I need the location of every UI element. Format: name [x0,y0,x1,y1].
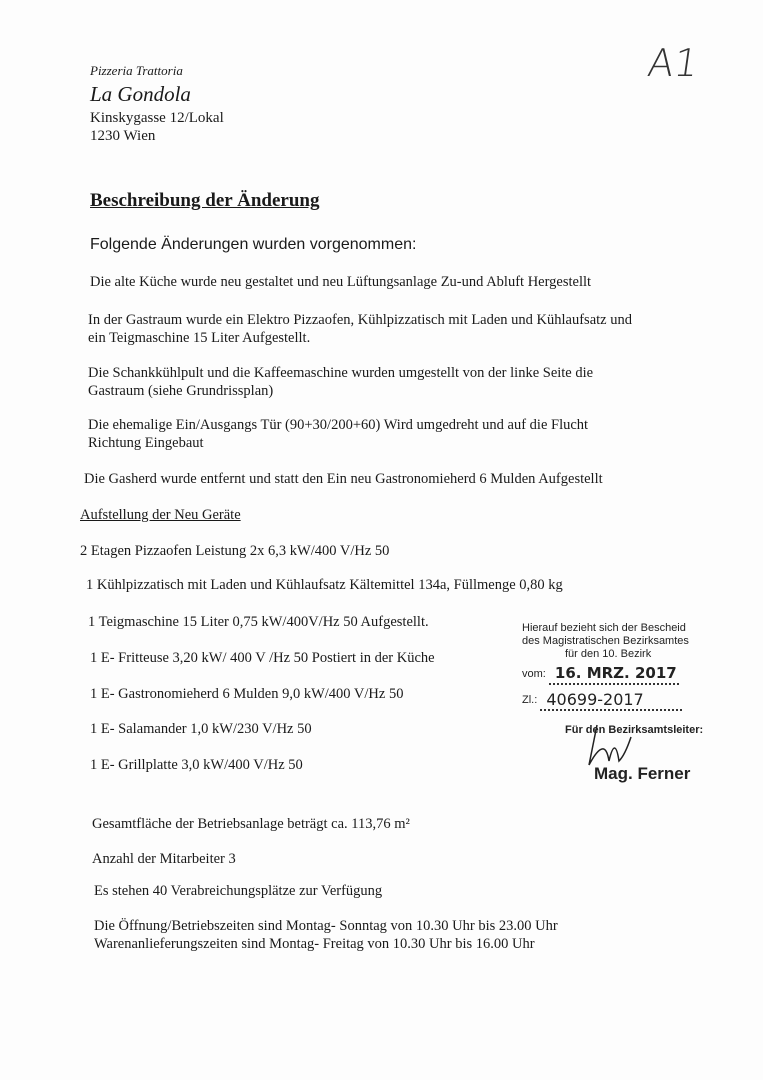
change-line: In der Gastraum wurde ein Elektro Pizzaofen, Kühlpizzatisch mit Laden und Kühlaufsatz und [88,312,632,328]
device-item: 1 E- Gastronomieherd 6 Mulden 9,0 kW/400 V/Hz 50 [90,686,404,702]
fact-line: Gesamtfläche der Betriebsanlage beträgt ca. 113,76 m² [92,816,410,832]
change-line: Die Gasherd wurde entfernt und statt den Ein neu Gastronomieherd 6 Mulden Aufgestellt [84,471,603,487]
fact-line: Warenanlieferungszeiten sind Montag- Freitag von 10.30 Uhr bis 16.00 Uhr [94,936,535,952]
document-title: Beschreibung der Änderung [90,190,320,211]
intro-text: Folgende Änderungen wurden vorgenommen: [90,236,417,253]
letterhead-city: 1230 Wien [90,128,156,144]
zl-label: Zl.: [522,694,538,706]
change-line: Die Schankkühlpult und die Kaffeemaschine wurden umgestellt von der linke Seite die [88,365,594,381]
device-item: 1 E- Grillplatte 3,0 kW/400 V/Hz 50 [90,757,303,773]
page-mark: A1 [645,41,702,85]
zl-value: 40699-2017 [540,690,682,711]
fact-line: Die Öffnung/Betriebszeiten sind Montag- Sonntag von 10.30 Uhr bis 23.00 Uhr [94,918,558,934]
letterhead-subtitle: Pizzeria Trattoria [90,63,183,78]
stamp-line: Hierauf bezieht sich der Bescheid [522,622,686,634]
device-item: 2 Etagen Pizzaofen Leistung 2x 6,3 kW/400 V/Hz 50 [80,543,390,559]
change-line: Die ehemalige Ein/Ausgangs Tür (90+30/200+60) Wird umgedreht und auf die Flucht [88,417,589,433]
stamp-vom [522,664,679,685]
fact-line: Es stehen 40 Verabreichungsplätze zur Verfügung [94,883,383,899]
device-item: 1 E- Fritteuse 3,20 kW/ 400 V /Hz 50 Postiert in der Küche [90,650,435,666]
change-line: Richtung Eingebaut [88,435,204,451]
change-line: ein Teigmaschine 15 Liter Aufgestellt. [88,330,311,346]
signatory-label: Für den Bezirksamtsleiter: [565,724,704,736]
change-line: Gastraum (siehe Grundrissplan) [88,383,274,399]
signatory-name: Mag. Ferner [594,764,691,783]
device-item: 1 Kühlpizzatisch mit Laden und Kühlaufsatz Kältemittel 134a, Füllmenge 0,80 kg [86,577,563,593]
stamp-line: des Magistratischen Bezirksamtes [522,635,689,647]
letterhead-street: Kinskygasse 12/Lokal [90,110,224,126]
vom-value: 16. MRZ. 2017 [549,664,679,685]
change-line: Die alte Küche wurde neu gestaltet und neu Lüftungsanlage Zu-und Abluft Hergestellt [90,274,592,290]
stamp-line: für den 10. Bezirk [565,648,652,660]
device-item: 1 Teigmaschine 15 Liter 0,75 kW/400V/Hz 50 Aufgestellt. [88,614,429,630]
device-item: 1 E- Salamander 1,0 kW/230 V/Hz 50 [90,721,312,737]
vom-label: vom: [522,668,546,680]
letterhead-name: La Gondola [90,82,191,106]
fact-line: Anzahl der Mitarbeiter 3 [92,851,236,867]
devices-heading: Aufstellung der Neu Geräte [80,507,241,523]
stamp-zl [522,690,682,711]
